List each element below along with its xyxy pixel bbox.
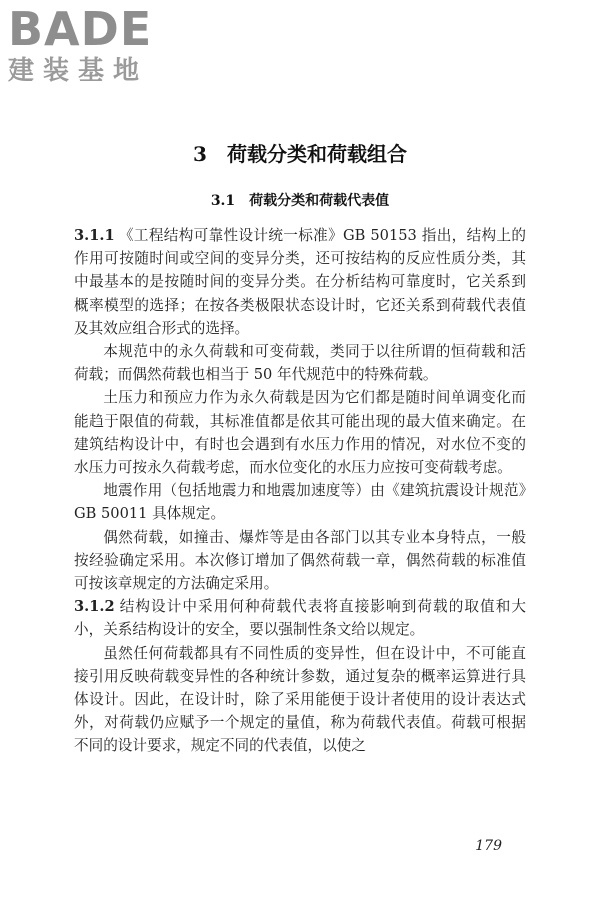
paragraph: 地震作用（包括地震力和地震加速度等）由《建筑抗震设计规范》GB 50011 具体规定。 bbox=[74, 482, 526, 523]
paragraph: 本规范中的永久荷载和可变荷载，类同于以往所谓的恒荷载和活荷载；而偶然荷载也相当于 50 年代规范中的特殊荷载。 bbox=[74, 343, 526, 384]
paragraph-text: 《工程结构可靠性设计统一标准》GB 50153 指出，结构上的作用可按随时间或空间的变异分类，还可按结构的反应性质分类，其中最基本的是按随时间的变异分类。在分析结构可靠度时，它关系到概率模型的选择；在按各类极限状态设计时，它还关系到荷载代表值及其效应组合形式的选择。 bbox=[74, 227, 526, 337]
clause-paragraph bbox=[74, 224, 526, 340]
body-text bbox=[74, 224, 526, 758]
logo-wordmark: BADE bbox=[8, 2, 153, 56]
logo-subtitle: 建装基地 bbox=[8, 56, 149, 86]
section-title: 3.1 荷载分类和荷载代表值 bbox=[210, 193, 390, 209]
clause-number: 3.1.2 bbox=[74, 598, 115, 616]
paragraph-text: 结构设计中采用何种荷载代表将直接影响到荷载的取值和大小，关系结构设计的安全，要以强制性条文给以规定。 bbox=[74, 598, 526, 639]
chapter-title: 3 荷载分类和荷载组合 bbox=[193, 142, 407, 166]
paragraph: 虽然任何荷载都具有不同性质的变异性，但在设计中，不可能直接引用反映荷载变异性的各种统计参数，通过复杂的概率运算进行具体设计。因此，在设计时，除了采用能便于设计者使用的设计表达式外，对荷载仍应赋予一个规定的量值，称为荷载代表值。荷载可根据不同的设计要求，规定不同的代表值，以使之 bbox=[74, 644, 526, 755]
page-number: 179 bbox=[475, 838, 502, 854]
watermark-logo bbox=[8, 4, 188, 86]
clause-paragraph bbox=[74, 595, 526, 641]
paragraph: 土压力和预应力作为永久荷载是因为它们都是随时间单调变化而能趋于限值的荷载，其标准值都是依其可能出现的最大值来确定。在建筑结构设计中，有时也会遇到有水压力作用的情况，对水位不变的水压力可按永久荷载考虑，而水位变化的水压力应按可变荷载考虑。 bbox=[74, 389, 526, 477]
paragraph: 偶然荷载，如撞击、爆炸等是由各部门以其专业本身特点，一般按经验确定采用。本次修订增加了偶然荷载一章，偶然荷载的标准值可按该章规定的方法确定采用。 bbox=[74, 528, 526, 593]
clause-number: 3.1.1 bbox=[74, 227, 115, 244]
